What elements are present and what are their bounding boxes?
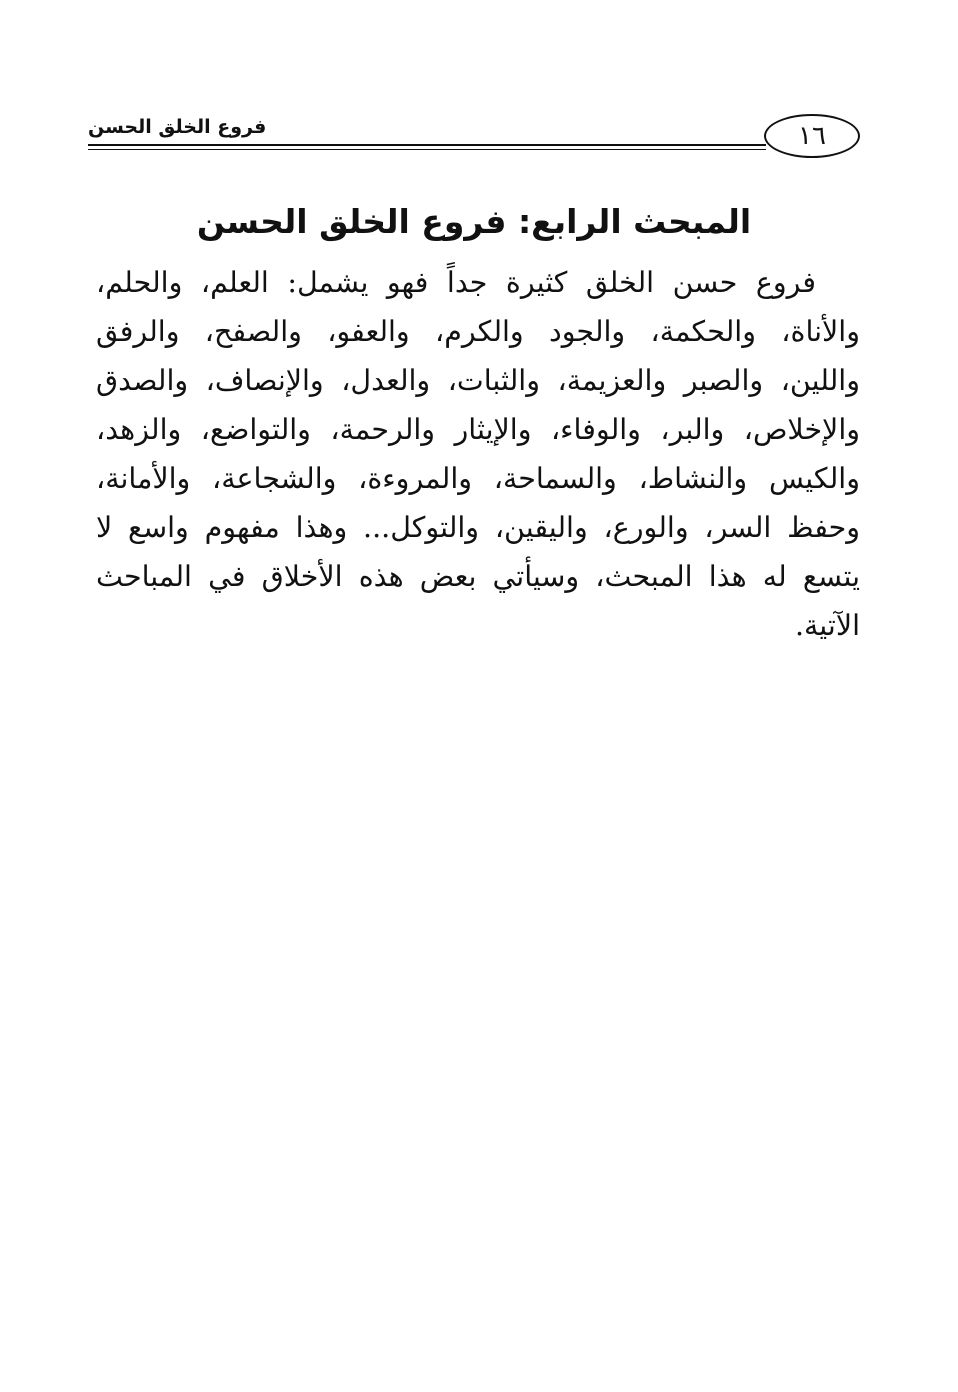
header-rule-bottom: [88, 149, 766, 150]
body-line-1: فروع حسن الخلق كثيرة جداً فهو يشمل: العلم، والحلم،: [96, 266, 816, 299]
body-line-7: يتسع له هذا المبحث، وسيأتي بعض هذه الأخلاق في المباحث: [96, 560, 860, 593]
page-number: ١٦: [798, 121, 826, 151]
body-line-3: واللين، والصبر والعزيمة، والثبات، والعدل، والإنصاف، والصدق: [96, 364, 860, 397]
body-line-5: والكيس والنشاط، والسماحة، والمروءة، والشجاعة، والأمانة،: [96, 462, 860, 495]
running-title: فروع الخلق الحسن: [88, 116, 267, 138]
page-number-oval: [764, 114, 860, 158]
body-line-6: وحفظ السر، والورع، واليقين، والتوكل... وهذا مفهوم واسع لا: [96, 511, 860, 544]
body-line-4: والإخلاص، والبر، والوفاء، والإيثار والرحمة، والتواضع، والزهد،: [96, 413, 860, 446]
body-line-8: الآتية.: [794, 609, 860, 642]
body-line-2: والأناة، والحكمة، والجود والكرم، والعفو، والصفح، والرفق: [96, 315, 860, 348]
page-header: [88, 112, 860, 162]
section-heading: المبحث الرابع: فروع الخلق الحسن: [196, 202, 752, 241]
header-rule-top: [88, 144, 766, 146]
body-paragraph: [96, 258, 860, 650]
